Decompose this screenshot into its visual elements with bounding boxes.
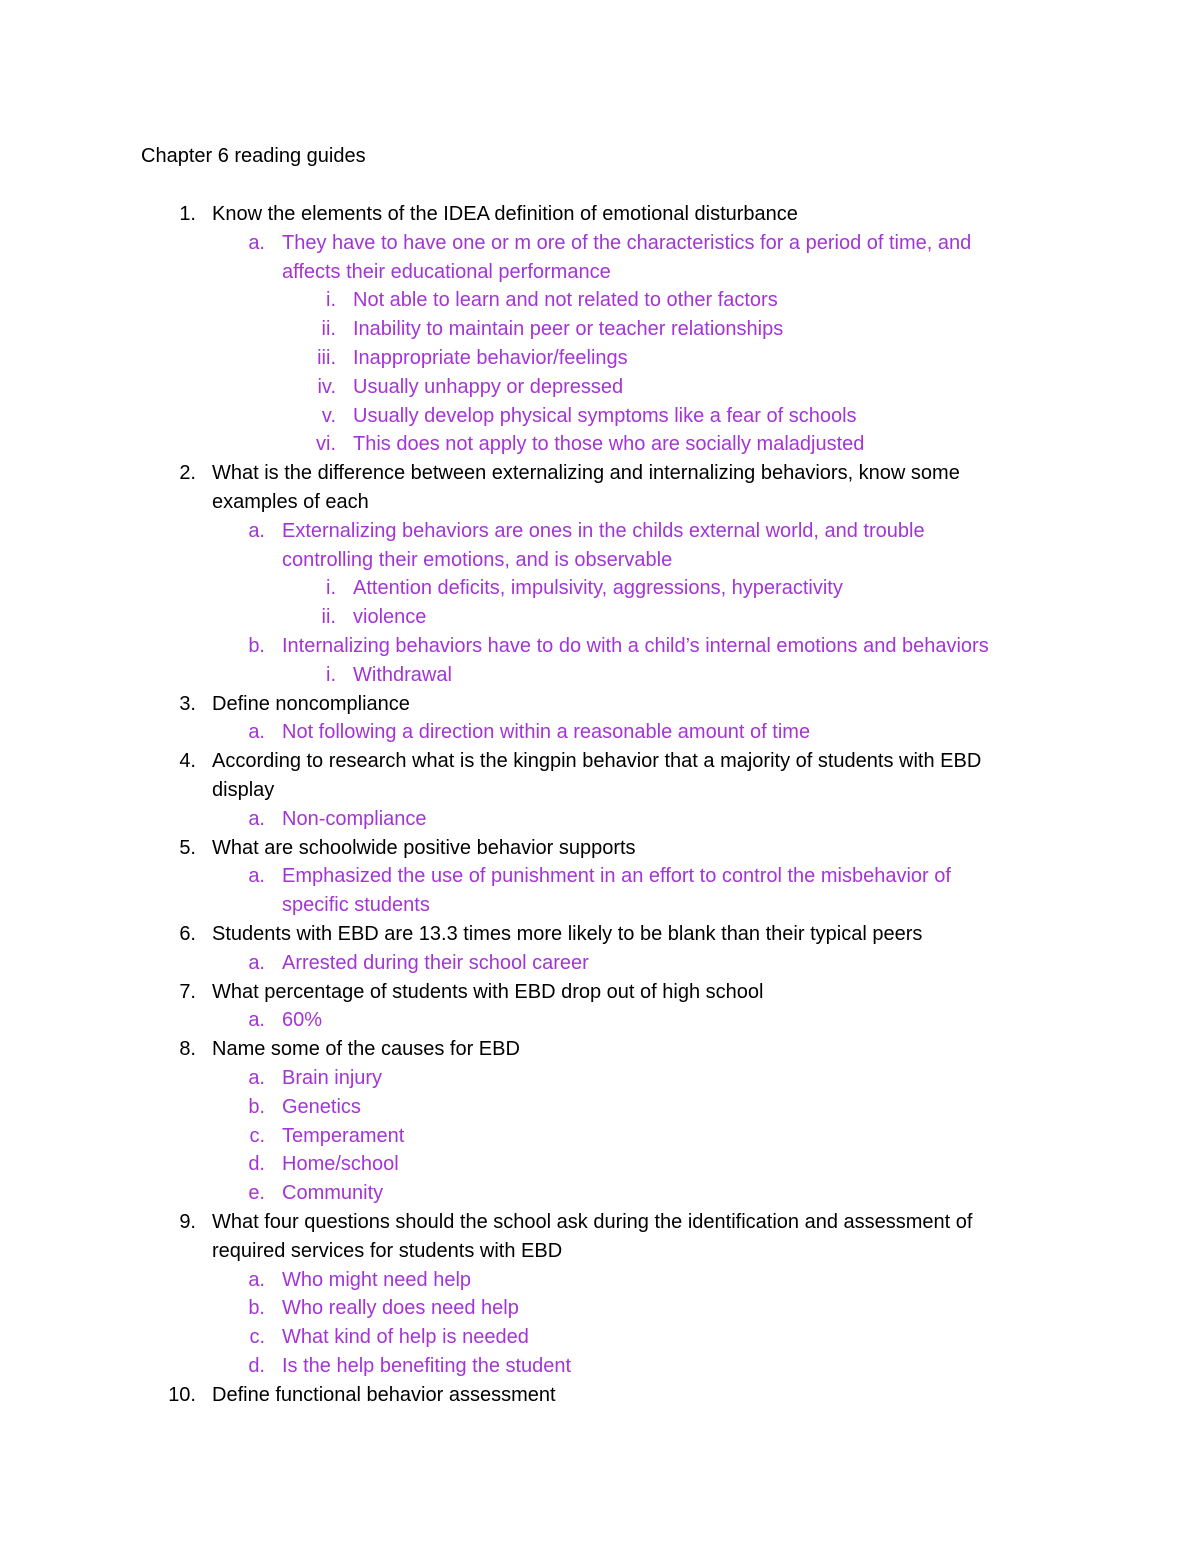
list-text: Know the elements of the IDEA definition of emotional disturbance bbox=[212, 203, 798, 225]
list-text: Attention deficits, impulsivity, aggressions, hyperactivity bbox=[353, 577, 843, 600]
list-text: Students with EBD are 13.3 times more likely to be blank than their typical peers bbox=[212, 923, 923, 945]
list-text: examples of each bbox=[212, 491, 369, 513]
list-marker: d. bbox=[248, 1153, 265, 1176]
list-marker: d. bbox=[248, 1355, 265, 1377]
list-text: This does not apply to those who are socially maladjusted bbox=[353, 433, 865, 456]
list-text: Inability to maintain peer or teacher relationships bbox=[353, 318, 784, 341]
list-marker: e. bbox=[248, 1182, 265, 1205]
list-text: Who might need help bbox=[282, 1268, 472, 1291]
document-title: Chapter 6 reading guides bbox=[141, 145, 366, 167]
list-text: 60% bbox=[282, 1009, 323, 1032]
list-marker: b. bbox=[248, 1297, 265, 1320]
list-text: Brain injury bbox=[282, 1067, 383, 1089]
list-marker: i. bbox=[326, 663, 336, 686]
list-text: What is the difference between externalizing and internalizing behaviors, know some bbox=[212, 462, 960, 485]
list-text: Externalizing behaviors are ones in the childs external world, and trouble bbox=[282, 519, 925, 542]
list-text: Home/school bbox=[282, 1153, 399, 1176]
list-text: Arrested during their school career bbox=[282, 951, 589, 974]
list-marker: b. bbox=[248, 635, 265, 657]
list-marker: 4. bbox=[179, 750, 196, 773]
list-text: Usually unhappy or depressed bbox=[353, 375, 624, 398]
list-text: Not following a direction within a reasonable amount of time bbox=[282, 721, 811, 744]
list-text: Not able to learn and not related to other factors bbox=[353, 289, 778, 312]
list-text: Is the help benefiting the student bbox=[282, 1355, 572, 1377]
list-marker: 6. bbox=[179, 923, 196, 945]
list-marker: a. bbox=[248, 519, 265, 542]
list-marker: a. bbox=[248, 231, 265, 254]
list-marker: iv. bbox=[317, 375, 336, 398]
list-text: specific students bbox=[282, 894, 430, 917]
list-marker: 9. bbox=[179, 1211, 196, 1233]
list-marker: c. bbox=[249, 1124, 265, 1147]
list-marker: ii. bbox=[321, 606, 336, 629]
list-marker: a. bbox=[248, 807, 265, 830]
list-marker: a. bbox=[248, 1009, 265, 1032]
list-text: Non-compliance bbox=[282, 807, 427, 830]
list-marker: a. bbox=[248, 1067, 265, 1089]
list-text: Genetics bbox=[282, 1095, 361, 1118]
list-marker: 1. bbox=[179, 203, 196, 225]
list-marker: vi. bbox=[316, 433, 336, 456]
list-text: Emphasized the use of punishment in an effort to control the misbehavior of bbox=[282, 865, 951, 888]
list-marker: a. bbox=[248, 951, 265, 974]
list-text: display bbox=[212, 779, 275, 801]
list-text: Withdrawal bbox=[353, 663, 452, 686]
list-text: What kind of help is needed bbox=[282, 1326, 529, 1349]
list-text: Define functional behavior assessment bbox=[212, 1383, 556, 1406]
list-marker: a. bbox=[248, 721, 265, 744]
list-marker: a. bbox=[248, 1268, 265, 1291]
list-marker: 7. bbox=[179, 980, 196, 1003]
list-text: Define noncompliance bbox=[212, 692, 410, 715]
list-marker: c. bbox=[249, 1326, 265, 1349]
list-marker: 5. bbox=[179, 836, 196, 859]
list-text: required services for students with EBD bbox=[212, 1239, 563, 1262]
list-text: Inappropriate behavior/feelings bbox=[353, 347, 628, 369]
list-text: Name some of the causes for EBD bbox=[212, 1038, 520, 1061]
list-text: violence bbox=[353, 606, 427, 629]
list-text: Internalizing behaviors have to do with a child’s internal emotions and behaviors bbox=[282, 635, 989, 657]
list-text: Temperament bbox=[282, 1124, 405, 1147]
list-marker: 10. bbox=[168, 1383, 196, 1406]
list-text: They have to have one or m ore of the characteristics for a period of time, and bbox=[282, 231, 972, 254]
list-text: Who really does need help bbox=[282, 1297, 519, 1320]
list-text: According to research what is the kingpin behavior that a majority of students with EBD bbox=[212, 750, 982, 773]
list-text: What are schoolwide positive behavior supports bbox=[212, 836, 636, 859]
list-marker: i. bbox=[326, 289, 336, 312]
list-text: controlling their emotions, and is observable bbox=[282, 548, 673, 571]
list-marker: b. bbox=[248, 1095, 265, 1118]
list-text: affects their educational performance bbox=[282, 260, 611, 283]
list-marker: i. bbox=[326, 577, 336, 600]
list-marker: 8. bbox=[179, 1038, 196, 1061]
list-marker: v. bbox=[321, 404, 336, 427]
list-marker: a. bbox=[248, 865, 265, 888]
list-marker: 2. bbox=[179, 462, 196, 485]
list-marker: 3. bbox=[179, 692, 196, 715]
list-marker: iii. bbox=[317, 347, 336, 369]
list-text: What four questions should the school ask during the identification and assessment of bbox=[212, 1211, 973, 1233]
list-marker: ii. bbox=[321, 318, 336, 341]
list-text: Community bbox=[282, 1182, 384, 1205]
list-text: What percentage of students with EBD drop out of high school bbox=[212, 980, 764, 1003]
list-text: Usually develop physical symptoms like a fear of schools bbox=[353, 404, 857, 427]
